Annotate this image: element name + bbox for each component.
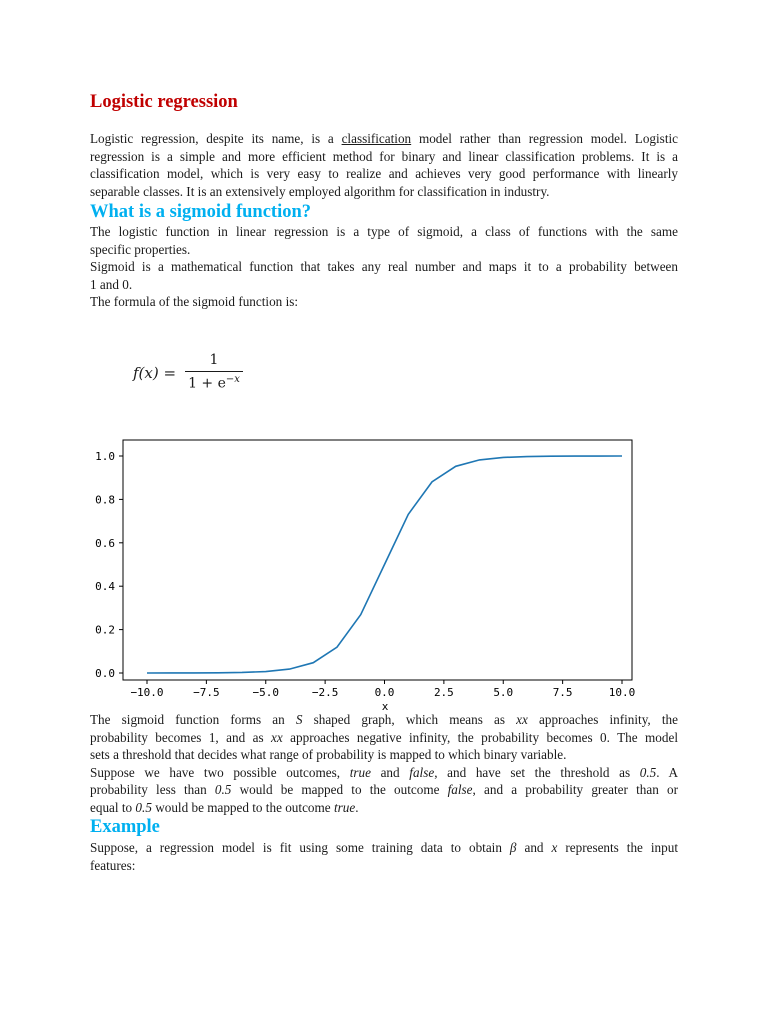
fraction-bar (185, 371, 243, 372)
y-tick-label: 0.2 (95, 623, 115, 637)
text: The sigmoid function forms an (90, 712, 296, 727)
text: approaches negative infinity, the probability becomes 0. The model (282, 729, 678, 745)
text: would be mapped to the outcome (151, 799, 334, 815)
formula-denominator-base: 1 + e (188, 375, 226, 392)
text: . (355, 799, 359, 815)
intro-paragraph (90, 130, 678, 200)
after-line-3: sets a threshold that decides what range of probability is mapped to which binary variable. (90, 747, 567, 762)
heading-sigmoid-function: What is a sigmoid function? (90, 202, 312, 222)
sigmoid-line-1: The logistic function in linear regression is a type of sigmoid, a class of functions with the same (90, 224, 678, 239)
sigmoid-chart (80, 438, 650, 710)
math-true: true (333, 799, 356, 815)
math-x: xx (516, 712, 528, 727)
intro-line-3: classification model, which is very easy to realize and achieves very good performance with linearly (90, 166, 678, 181)
after-line-2 (90, 729, 678, 747)
after-line-6 (90, 799, 678, 817)
x-tick-label: −5.0 (252, 686, 279, 699)
text: shaped graph, which means as (302, 712, 517, 727)
text: . A (656, 764, 679, 780)
heading-example: Example (90, 817, 160, 837)
x-tick-label: 10.0 (608, 686, 636, 699)
formula-denominator (185, 374, 243, 392)
text: approaches infinity, the (527, 712, 678, 727)
math-x: x (551, 840, 558, 855)
math-beta: β (509, 840, 517, 855)
sigmoid-curve (147, 456, 622, 673)
text: would be mapped to the outcome (231, 782, 448, 797)
math-x: xx (271, 729, 283, 745)
formula-lhs: f(x) = (133, 364, 177, 382)
x-tick-label: −2.5 (311, 686, 339, 699)
math-s: S (295, 712, 303, 727)
intro-line-1 (90, 130, 678, 148)
text: probability less than (90, 782, 215, 797)
text: and (516, 840, 552, 855)
sigmoid-line-5: The formula of the sigmoid function is: (90, 294, 299, 309)
y-tick-label: 0.4 (95, 580, 115, 594)
y-tick-label: 0.8 (95, 493, 115, 507)
y-axis (95, 450, 123, 680)
x-tick-label: 2.5 (433, 686, 454, 699)
text: Suppose, a regression model is fit using some training data to obtain (90, 840, 510, 855)
text: represents the input (557, 840, 678, 855)
after-line-4 (90, 764, 678, 782)
math-threshold: 0.5 (135, 799, 152, 815)
x-tick-label: −7.5 (193, 686, 220, 699)
x-axis-label: x (381, 700, 389, 710)
math-false: false (447, 782, 473, 797)
after-chart-paragraph (90, 711, 678, 816)
text: , and have set the threshold as (434, 764, 640, 780)
math-false: false (409, 764, 435, 780)
sigmoid-line-2: specific properties. (90, 241, 191, 257)
intro-text-post: model rather than regression model. Logistic (411, 131, 678, 146)
math-threshold: 0.5 (214, 782, 232, 797)
plot-frame (123, 440, 632, 680)
sigmoid-paragraph (90, 223, 678, 311)
after-line-1 (90, 711, 678, 729)
formula-numerator: 1 (209, 352, 219, 368)
y-tick-label: 0.0 (95, 667, 115, 680)
x-tick-label: 7.5 (552, 686, 573, 699)
classification-link[interactable]: classification (341, 131, 412, 146)
intro-text-pre: Logistic regression, despite its name, is a (90, 131, 342, 146)
example-line-1 (90, 839, 678, 857)
x-axis (130, 680, 635, 699)
after-line-5 (90, 781, 678, 799)
math-true: true (349, 764, 371, 780)
x-tick-label: −10.0 (130, 686, 164, 699)
intro-line-2: regression is a simple and more efficient method for binary and linear classification problems. It is a (90, 148, 678, 164)
formula-exponent: −x (225, 374, 240, 385)
heading-logistic-regression: Logistic regression (90, 92, 238, 112)
math-threshold: 0.5 (639, 764, 657, 780)
x-tick-label: 0.0 (374, 686, 395, 699)
x-tick-label: 5.0 (493, 686, 514, 699)
intro-line-4: separable classes. It is an extensively employed algorithm for classification in industry. (90, 183, 550, 199)
example-paragraph (90, 839, 678, 874)
text: , and a probability greater than or (472, 782, 678, 797)
formula-fraction (185, 352, 243, 392)
text: Suppose we have two possible outcomes, (90, 764, 350, 780)
y-tick-label: 0.6 (95, 536, 115, 550)
text: equal to (90, 799, 136, 815)
text: probability becomes 1, and as (90, 729, 272, 745)
y-tick-label: 1.0 (95, 450, 115, 463)
text: and (370, 764, 410, 780)
sigmoid-line-3: Sigmoid is a mathematical function that takes any real number and maps it to a probability between (90, 259, 678, 274)
example-line-2: features: (90, 857, 136, 873)
sigmoid-line-4: 1 and 0. (90, 276, 133, 292)
